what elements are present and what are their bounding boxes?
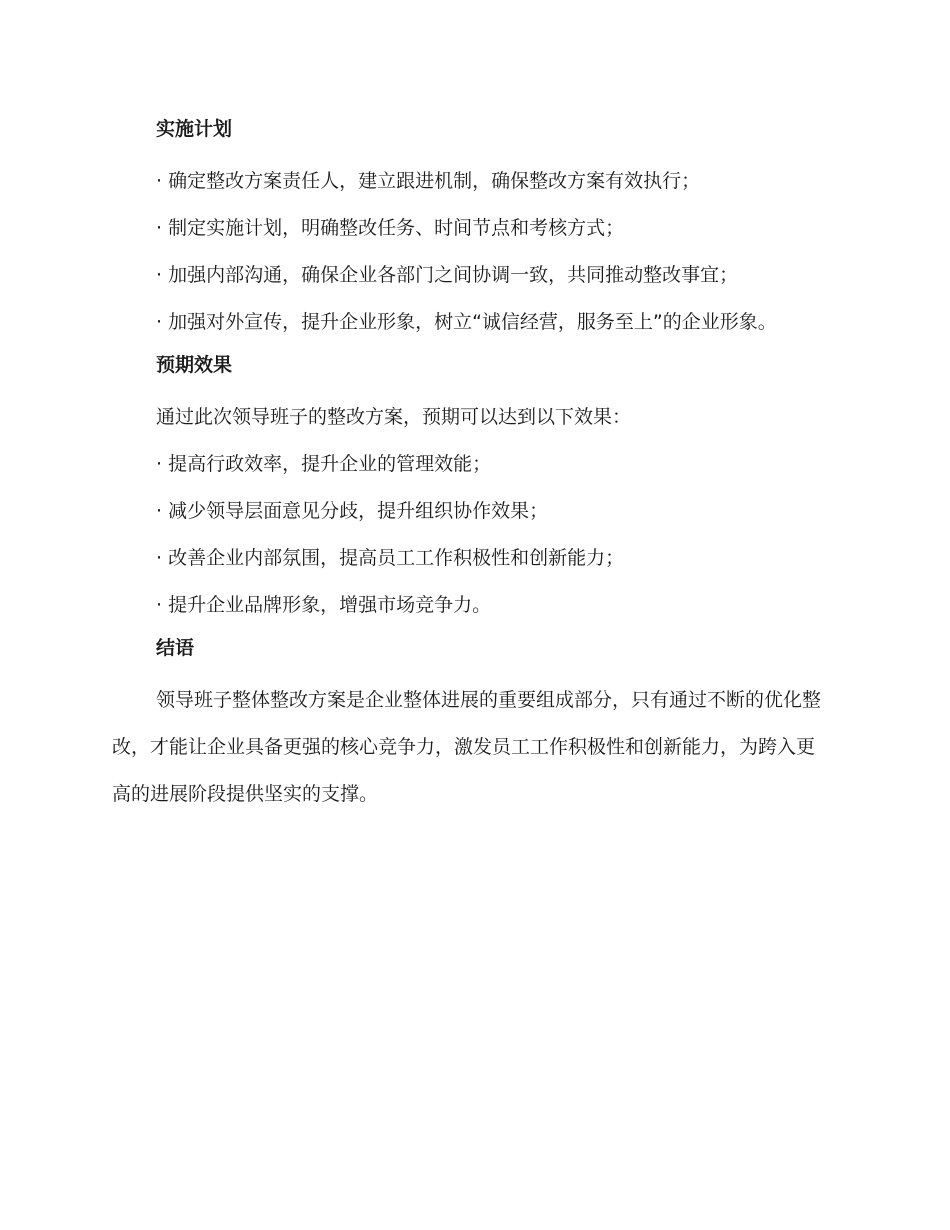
bullet-paragraph: · 改善企业内部氛围，提高员工工作积极性和创新能力； (156, 547, 625, 569)
bullet-paragraph: · 制定实施计划，明确整改任务、时间节点和考核方式； (156, 217, 625, 239)
bullet-paragraph: · 加强对外宣传，提升企业形象，树立“诚信经营，服务至上”的企业形象。 (156, 311, 777, 333)
bullet-paragraph: · 加强内部沟通，确保企业各部门之间协调一致，共同推动整改事宜； (156, 264, 739, 286)
document-page (112, 110, 832, 818)
bullet-paragraph: · 减少领导层面意见分歧，提升组织协作效果； (156, 500, 549, 522)
section-heading: 结语 (156, 637, 195, 659)
section-expected-effects (112, 346, 832, 629)
bullet-paragraph: · 提高行政效率，提升企业的管理效能； (156, 453, 492, 475)
body-paragraph: 领导班子整体整改方案是企业整体进展的重要组成部分，只有通过不断的优化整改，才能让企业具备更强的核心竞争力，激发员工工作积极性和创新能力，为跨入更高的进展阶段提供坚实的支撑。 (112, 689, 822, 805)
section-heading: 实施计划 (156, 118, 233, 140)
section-heading: 预期效果 (156, 354, 233, 376)
body-paragraph: 通过此次领导班子的整改方案，预期可以达到以下效果： (156, 406, 632, 428)
bullet-paragraph: · 提升企业品牌形象，增强市场竞争力。 (156, 594, 492, 616)
section-implementation-plan (112, 110, 832, 346)
section-conclusion (112, 629, 832, 818)
bullet-paragraph: · 确定整改方案责任人，建立跟进机制，确保整改方案有效执行； (156, 170, 701, 192)
